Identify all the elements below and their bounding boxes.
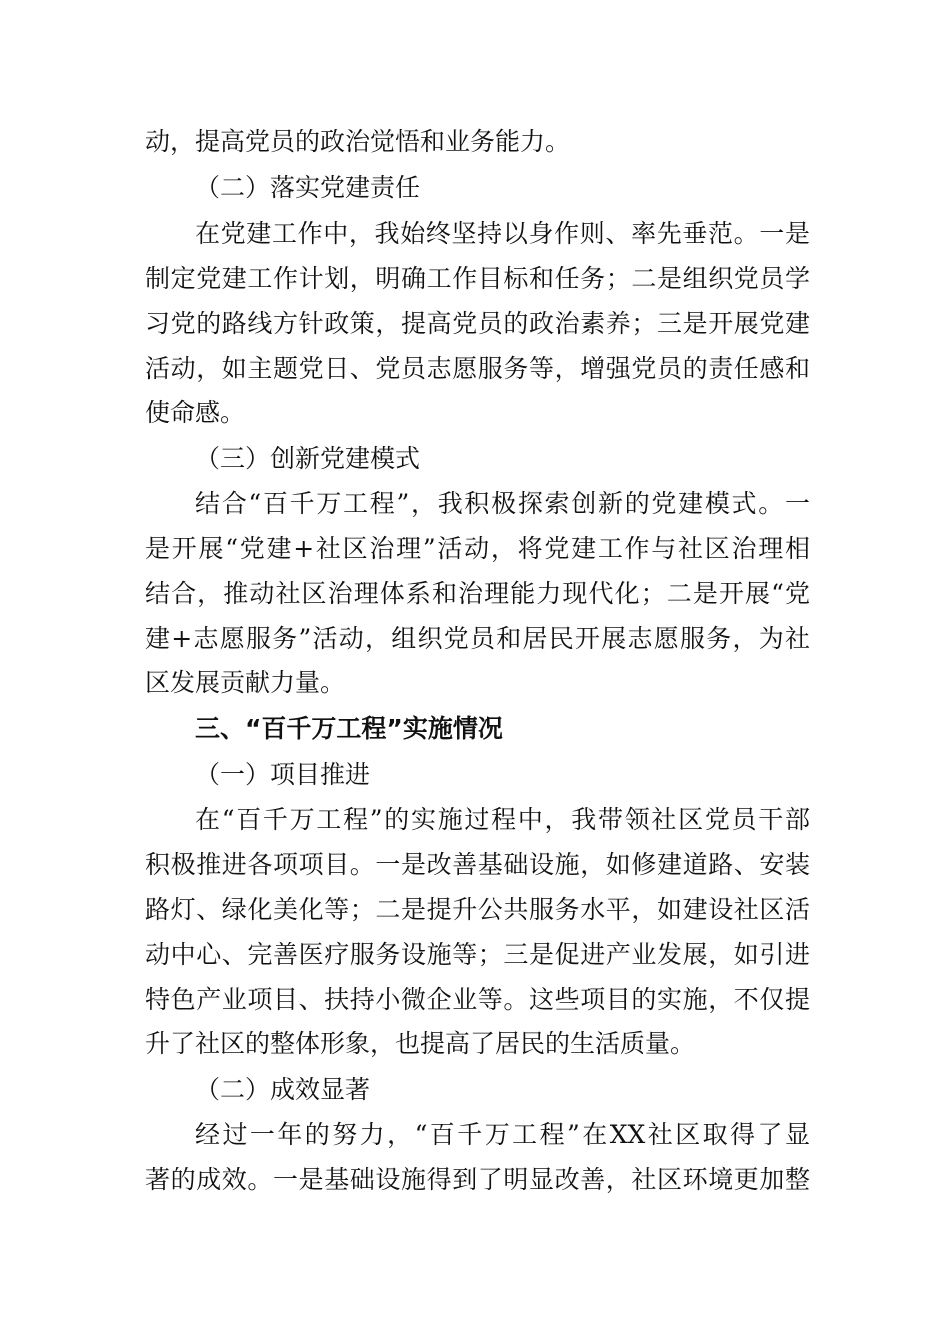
paragraph-line: 使命感。 xyxy=(145,398,246,427)
paragraph-line: 活动，如主题党日、党员志愿服务等，增强党员的责任感和 xyxy=(145,354,810,383)
paragraph-line: 建+志愿服务”活动，组织党员和居民开展志愿服务，为社 xyxy=(145,624,810,653)
paragraph-line: 结合，推动社区治理体系和治理能力现代化；二是开展“党 xyxy=(145,579,810,608)
section-heading-notable-results: （二）成效显著 xyxy=(195,1075,371,1104)
section-heading-implement-responsibility: （二）落实党建责任 xyxy=(195,173,421,202)
paragraph-line: 动中心、完善医疗服务设施等；三是促进产业发展，如引进 xyxy=(145,940,810,969)
paragraph-line: 区发展贡献力量。 xyxy=(145,668,346,697)
paragraph-line: 是开展“党建+社区治理”活动，将党建工作与社区治理相 xyxy=(145,534,810,563)
paragraph-line: 动，提高党员的政治觉悟和业务能力。 xyxy=(145,127,571,156)
paragraph-line: 著的成效。一是基础设施得到了明显改善，社区环境更加整 xyxy=(145,1165,810,1194)
paragraph-line: 特色产业项目、扶持小微企业等。这些项目的实施，不仅提 xyxy=(145,985,810,1014)
paragraph-line: 在党建工作中，我始终坚持以身作则、率先垂范。一是 xyxy=(195,219,810,248)
chapter-heading: 三、“百千万工程”实施情况 xyxy=(195,714,503,743)
paragraph-line: 经过一年的努力，“百千万工程”在XX社区取得了显 xyxy=(195,1120,810,1149)
paragraph-line: 制定党建工作计划，明确工作目标和任务；二是组织党员学 xyxy=(145,264,810,293)
section-heading-innovate-model: （三）创新党建模式 xyxy=(195,444,421,473)
paragraph-line: 在“百千万工程”的实施过程中，我带领社区党员干部 xyxy=(195,805,810,834)
paragraph-line: 积极推进各项项目。一是改善基础设施，如修建道路、安装 xyxy=(145,850,810,879)
paragraph-line: 升了社区的整体形象，也提高了居民的生活质量。 xyxy=(145,1029,696,1058)
section-heading-project-progress: （一）项目推进 xyxy=(195,760,371,789)
paragraph-line: 结合“百千万工程”，我积极探索创新的党建模式。一 xyxy=(195,489,810,518)
paragraph-line: 习党的路线方针政策，提高党员的政治素养；三是开展党建 xyxy=(145,309,810,338)
paragraph-line: 路灯、绿化美化等；二是提升公共服务水平，如建设社区活 xyxy=(145,895,810,924)
